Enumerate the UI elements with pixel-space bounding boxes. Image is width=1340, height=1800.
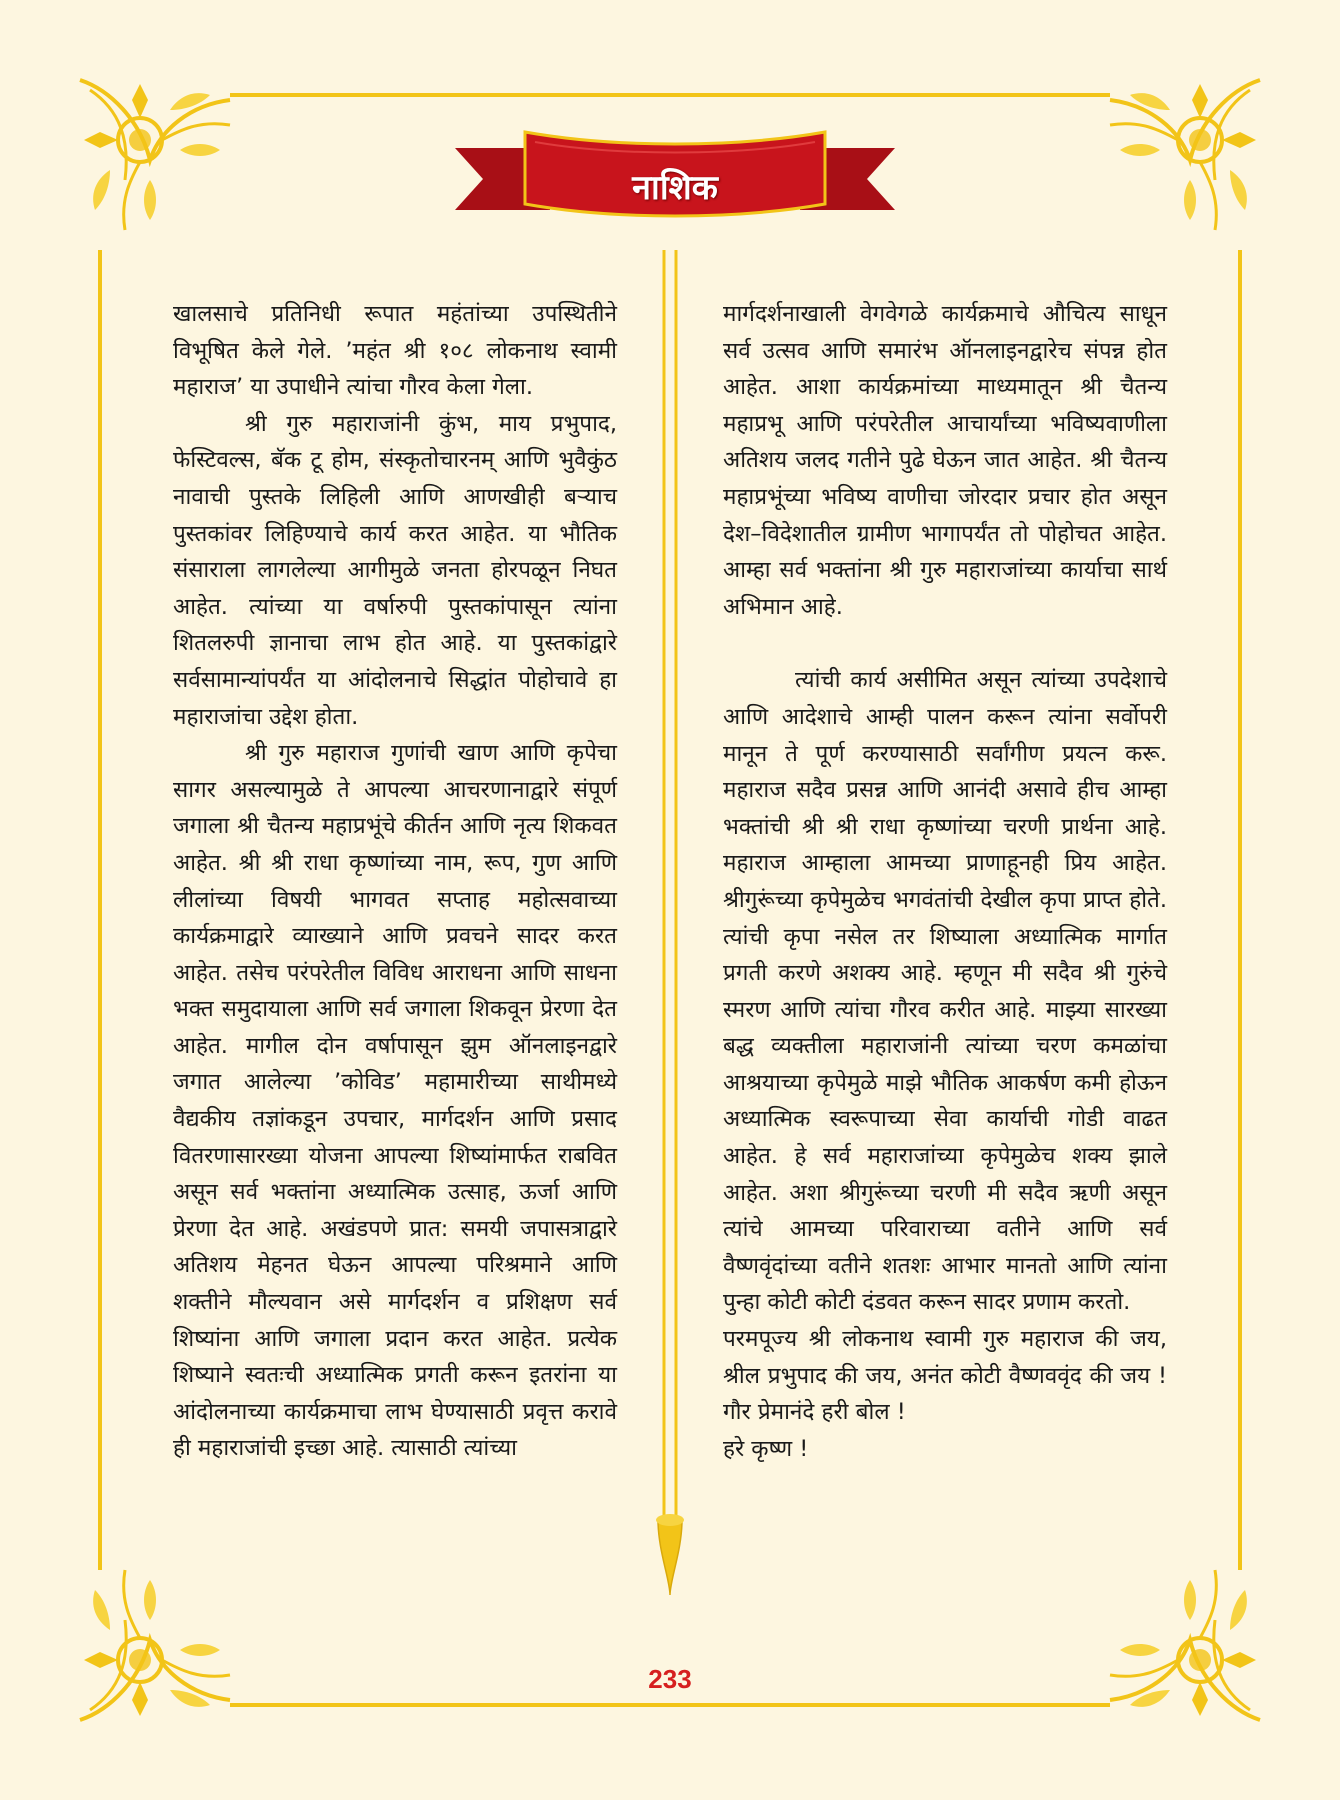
page-number: 233	[648, 1664, 692, 1694]
right-text-column	[723, 296, 1167, 1467]
left-paragraph-3: श्री गुरु महाराज गुणांची खाण आणि कृपेचा सागर असल्यामुळे ते आपल्या आचरणानाद्वारे संपूर्ण जगाला श्री चैतन्य महाप्रभूंचे कीर्तन आणि नृत्य शिकवत आहेत. श्री श्री राधा कृष्णांच्या नाम, रूप, गुण आणि लीलांच्या विषयी भागवत सप्ताह महोत्सवाच्या कार्यक्रमाद्वारे व्याख्याने आणि प्रवचने सादर करत आहेत. तसेच परंपरेतील विविध आराधना आणि साधना भक्त समुदायाला आणि सर्व जगाला शिकवून प्रेरणा देत आहेत. मागील दोन वर्षापासून झुम ऑनलाइनद्वारे जगात आलेल्या ’कोविड’ महामारीच्या साथीमध्ये वैद्यकीय तज्ञांकडून उपचार, मार्गदर्शन आणि प्रसाद वितरणासारख्या योजना आपल्या शिष्यांमार्फत राबवित असून सर्व भक्तांना अध्यात्मिक उत्साह, ऊर्जा आणि प्रेरणा देत आहे. अखंडपणे प्रात: समयी जपासत्राद्वारे अतिशय मेहनत घेऊन आपल्या परिश्रमाने आणि शक्तीने मौल्यवान असे मार्गदर्शन व प्रशिक्षण सर्व शिष्यांना आणि जगाला प्रदान करत आहेत. प्रत्येक शिष्याने स्वतःची अध्यात्मिक प्रगती करून इतरांना या आंदोलनाच्या कार्यक्रमाचा लाभ घेण्यासाठी प्रवृत्त करावे ही महाराजांची इच्छा आहे. त्यासाठी त्यांच्या	[173, 740, 617, 1462]
left-text-column	[173, 296, 617, 1467]
right-paragraph-1: मार्गदर्शनाखाली वेगवेगळे कार्यक्रमाचे औचित्य साधून सर्व उत्सव आणि समारंभ ऑनलाइनद्वारेच संपन्न होत आहेत. आशा कार्यक्रमांच्या माध्यमातून श्री चैतन्य महाप्रभू आणि परंपरेतील आचार्यांच्या भविष्यवाणीला अतिशय जलद गतीने पुढे घेऊन जात आहेत. श्री चैतन्य महाप्रभूंच्या भविष्य वाणीचा जोरदार प्रचार होत असून देश–विदेशातील ग्रामीण भागापर्यंत तो पोहोचत आहेत. आम्हा सर्व भक्तांना श्री गुरु महाराजांच्या कार्याचा सार्थ अभिमान आहे.	[723, 301, 1167, 620]
left-paragraph-2: श्री गुरु महाराजांनी कुंभ, माय प्रभुपाद, फेस्टिवल्स, बॅक टू होम, संस्कृतोचारनम् आणि भुवैकुंठ नावाची पुस्तके लिहिली आणि आणखीही बऱ्याच पुस्तकांवर लिहिण्याचे कार्य करत आहेत. या भौतिक संसाराला लागलेल्या आगीमुळे जनता होरपळून निघत आहेत. त्यांच्या या वर्षारुपी पुस्तकांपासून त्यांना शितलरुपी ज्ञानाचा लाभ होत आहे. या पुस्तकांद्वारे सर्वसामान्यांपर्यंत या आंदोलनाचे सिद्धांत पोहोचावे हा महाराजांचा उद्देश होता.	[173, 410, 617, 730]
right-paragraph-3: परमपूज्य श्री लोकनाथ स्वामी गुरु महाराज की जय, श्रील प्रभुपाद की जय, अनंत कोटी वैष्णववृंद की जय ! गौर प्रेमानंदे हरी बोल !	[723, 1326, 1167, 1426]
right-paragraph-4: हरे कृष्ण !	[723, 1435, 809, 1462]
left-paragraph-1: खालसाचे प्रतिनिधी रूपात महंतांच्या उपस्थितीने विभूषित केले गेले. ’महंत श्री १०८ लोकनाथ स्वामी महाराज’ या उपाधीने त्यांचा गौरव केला गेला.	[173, 301, 617, 401]
page-section-title: नाशिक	[632, 168, 718, 208]
column-divider	[640, 250, 700, 1600]
right-paragraph-2: त्यांची कार्य असीमित असून त्यांच्या उपदेशाचे आणि आदेशाचे आम्ही पालन करून त्यांना सर्वोपरी मानून ते पूर्ण करण्यासाठी सर्वांगीण प्रयत्न करू. महाराज सदैव प्रसन्न आणि आनंदी असावे हीच आम्हा भक्तांची श्री श्री राधा कृष्णांच्या चरणी प्रार्थना आहे. महाराज आम्हाला आमच्या प्राणाहूनही प्रिय आहेत. श्रीगुरूंच्या कृपेमुळेच भगवंतांची देखील कृपा प्राप्त होते. त्यांची कृपा नसेल तर शिष्याला अध्यात्मिक मार्गात प्रगती करणे अशक्य आहे. म्हणून मी सदैव श्री गुरुंचे स्मरण आणि त्यांचा गौरव करीत आहे. माझ्या सारख्या बद्ध व्यक्तीला महाराजांनी त्यांच्या चरण कमळांचा आश्रयाच्या कृपेमुळे माझे भौतिक आकर्षण कमी होऊन अध्यात्मिक स्वरूपाच्या सेवा कार्याची गोडी वाढत आहेत. हे सर्व महाराजांच्या कृपेमुळेच शक्य झाले आहेत. अशा श्रीगुरूंच्या चरणी मी सदैव ऋणी असून त्यांचे आमच्या परिवाराच्या वतीने आणि सर्व वैष्णवृंदांच्या वतीने शतशः आभार मानतो आणि त्यांना पुन्हा कोटी कोटी दंडवत करून सादर प्रणाम करतो.	[723, 667, 1167, 1316]
